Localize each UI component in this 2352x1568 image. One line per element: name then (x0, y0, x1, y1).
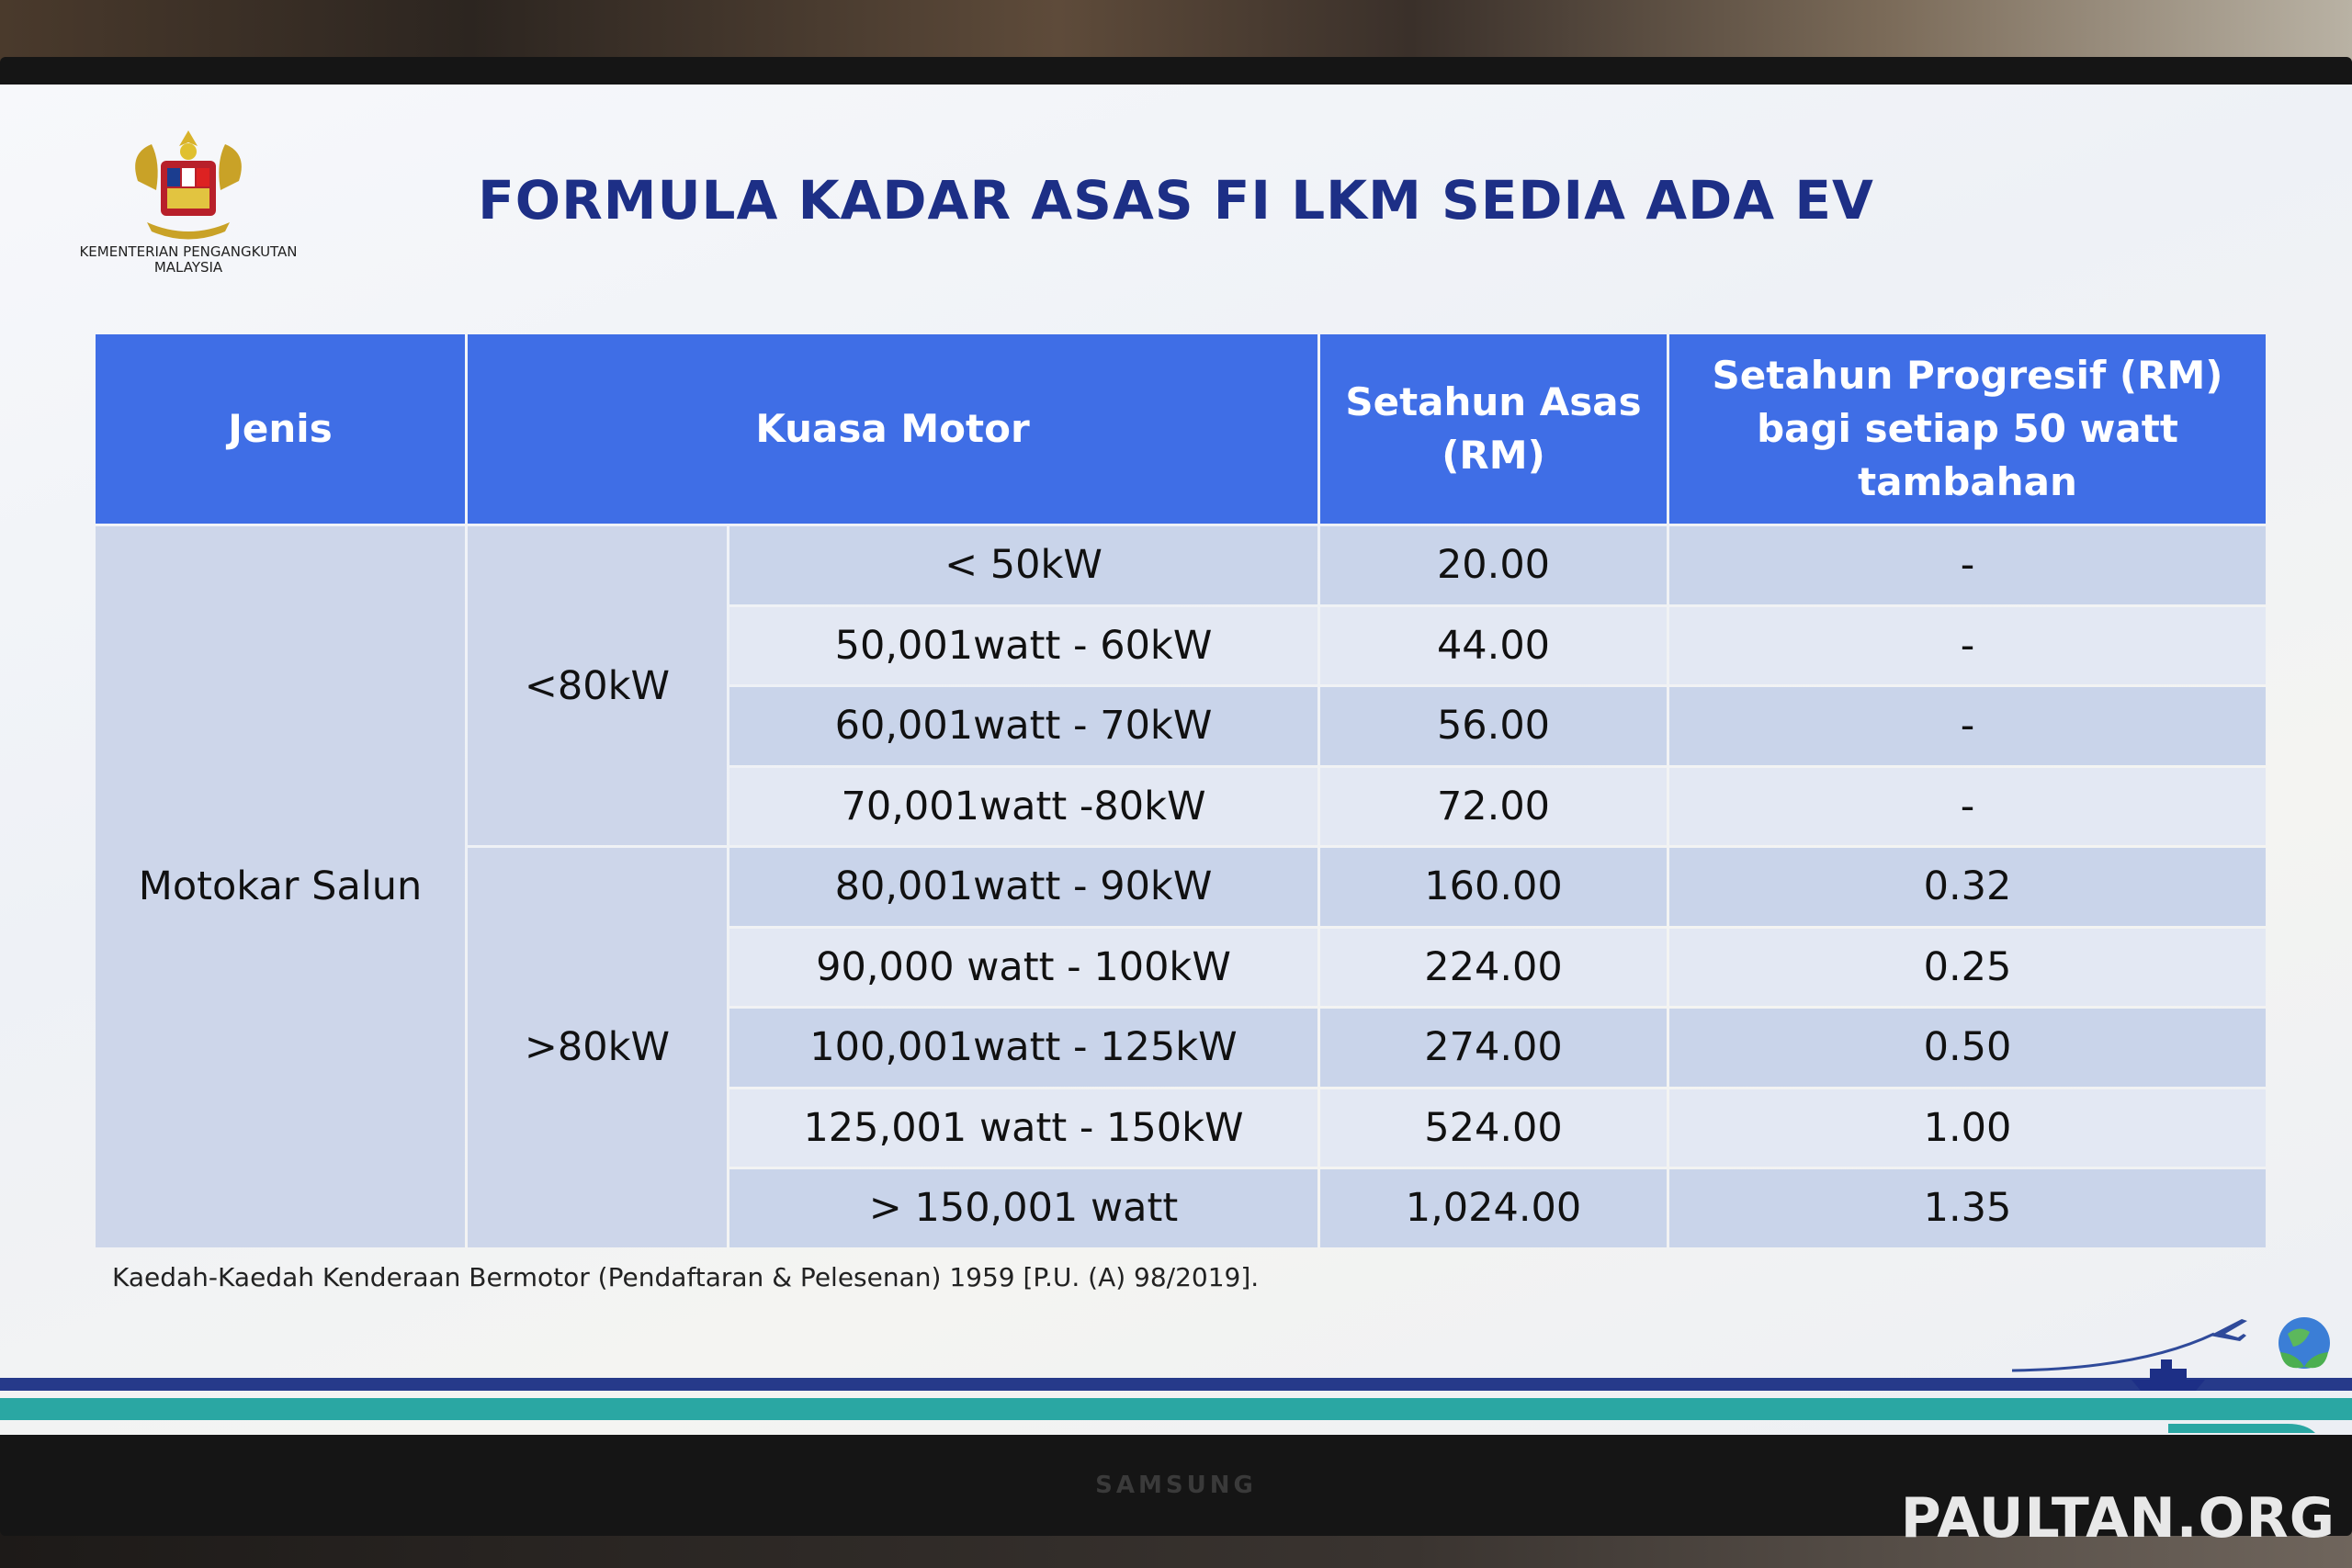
ship-icon (2132, 1359, 2205, 1391)
cell-asas: 72.00 (1320, 768, 1667, 846)
cell-range: 60,001watt - 70kW (729, 687, 1317, 765)
cell-range: 70,001watt -80kW (729, 768, 1317, 846)
cell-range: < 50kW (729, 526, 1317, 604)
legal-footnote: Kaedah-Kaedah Kenderaan Bermotor (Pendaftaran & Pelesenan) 1959 [P.U. (A) 98/2019]. (112, 1262, 1260, 1292)
header-setahun-asas: Setahun Asas (RM) (1320, 334, 1667, 524)
presentation-slide (0, 85, 2352, 1435)
site-watermark: PAULTAN.ORG (1900, 1486, 2335, 1551)
header-setahun-progresif: Setahun Progresif (RM) bagi setiap 50 watt tambahan (1669, 334, 2266, 524)
flight-path (2012, 1334, 2214, 1371)
cell-progresif: 1.00 (1669, 1089, 2266, 1168)
cell-range: > 150,001 watt (729, 1169, 1317, 1247)
cell-range: 50,001watt - 60kW (729, 607, 1317, 685)
cell-range: 80,001watt - 90kW (729, 848, 1317, 926)
cell-progresif: 1.35 (1669, 1169, 2266, 1247)
cell-progresif: 0.25 (1669, 929, 2266, 1007)
ministry-name: KEMENTERIAN PENGANGKUTAN (79, 243, 298, 260)
cell-group-low: <80kW (468, 526, 727, 845)
monitor-brand-label: SAMSUNG (1095, 1472, 1257, 1499)
transport-decoration (2012, 1288, 2352, 1435)
cell-asas: 56.00 (1320, 687, 1667, 765)
cell-asas: 274.00 (1320, 1009, 1667, 1087)
cell-asas: 1,024.00 (1320, 1169, 1667, 1247)
cell-range: 100,001watt - 125kW (729, 1009, 1317, 1087)
footer-stripe-navy (0, 1378, 2352, 1391)
train-icon (2168, 1424, 2315, 1433)
cell-asas: 524.00 (1320, 1089, 1667, 1168)
cell-asas: 224.00 (1320, 929, 1667, 1007)
cell-asas: 160.00 (1320, 848, 1667, 926)
cell-group-high: >80kW (468, 848, 727, 1247)
cell-progresif: - (1669, 607, 2266, 685)
ministry-country: MALAYSIA (153, 259, 223, 276)
cell-progresif: - (1669, 768, 2266, 846)
cell-progresif: - (1669, 526, 2266, 604)
header-jenis: Jenis (96, 334, 465, 524)
cell-range: 90,000 watt - 100kW (729, 929, 1317, 1007)
cell-range: 125,001 watt - 150kW (729, 1089, 1317, 1168)
cell-progresif: 0.50 (1669, 1009, 2266, 1087)
airplane-icon (2210, 1319, 2247, 1341)
cell-jenis-value: Motokar Salun (96, 526, 465, 1247)
cell-progresif: 0.32 (1669, 848, 2266, 926)
cell-asas: 44.00 (1320, 607, 1667, 685)
fee-table (96, 334, 2255, 1247)
slide-title: FORMULA KADAR ASAS FI LKM SEDIA ADA EV (478, 169, 1874, 231)
cell-progresif: - (1669, 687, 2266, 765)
globe-plant-icon (2278, 1317, 2330, 1369)
footer-stripe-teal (0, 1398, 2352, 1420)
ministry-caption (51, 244, 326, 276)
cell-asas: 20.00 (1320, 526, 1667, 604)
header-kuasa-motor: Kuasa Motor (468, 334, 1317, 524)
